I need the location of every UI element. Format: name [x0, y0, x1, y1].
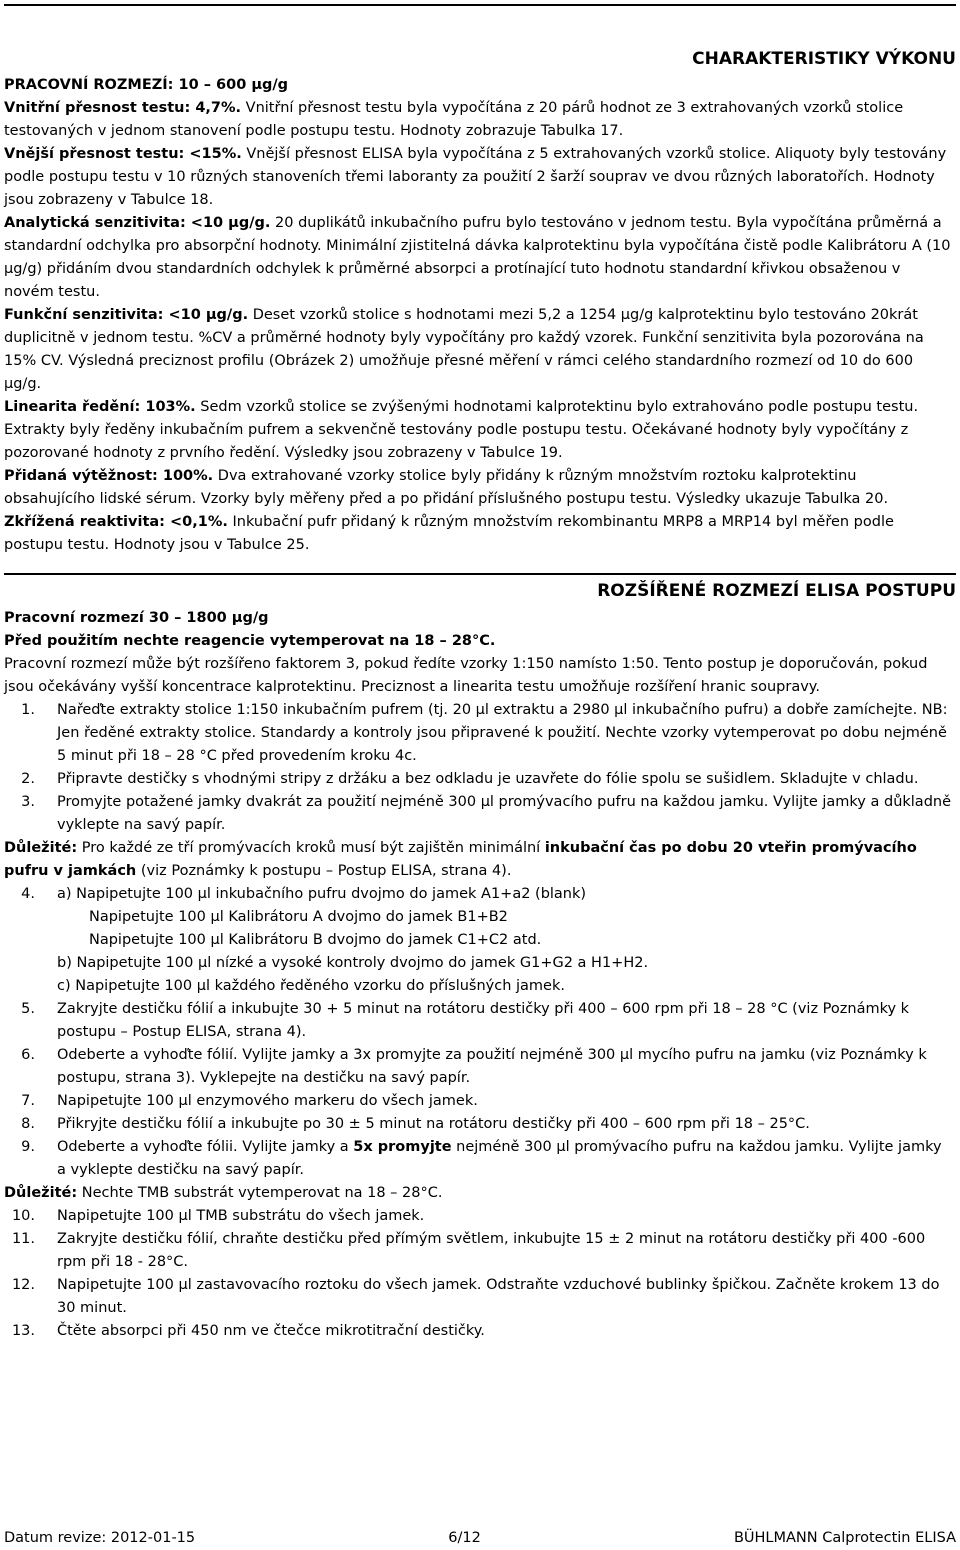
- procedure-steps-1-3: [4, 699, 952, 837]
- step-number: 4.: [21, 886, 35, 902]
- performance-section: [4, 74, 952, 557]
- step-text: Promyjte potažené jamky dvakrát za použití nejméně 300 µl promývacího pufru na každou jamku. Vylijte jamky a důkladně vyklepte na savý papír.: [57, 794, 952, 833]
- step4-line-c: c) Napipetujte 100 µl každého ředěného vzorku do příslušných jamek.: [57, 978, 565, 994]
- step-number: 3.: [21, 794, 35, 810]
- procedure-step: [4, 1274, 952, 1320]
- procedure-step-9: [4, 1136, 952, 1182]
- step-text: Připravte destičky s vhodnými stripy z držáku a bez odkladu je uzavřete do fólie spolu se sušidlem. Skladujte v chladu.: [57, 771, 919, 787]
- working-range: PRACOVNÍ ROZMEZÍ: 10 – 600 µg/g: [4, 77, 289, 93]
- step4-line-calibrator-b: Napipetujte 100 µl Kalibrátoru B dvojmo do jamek C1+C2 atd.: [89, 932, 542, 948]
- step-text: Napipetujte 100 µl TMB substrátu do všech jamek.: [57, 1208, 425, 1224]
- procedure-step: [4, 768, 952, 791]
- step-text: Přikryjte destičku fólií a inkubujte po 30 ± 5 minut na rotátoru destičky při 400 – 600 rpm při 18 – 25°C.: [57, 1116, 810, 1132]
- revision-date: Datum revize: 2012-01-15: [4, 1530, 196, 1546]
- procedure-step: [4, 1113, 952, 1136]
- step-text: Napipetujte 100 µl enzymového markeru do všech jamek.: [57, 1093, 478, 1109]
- step-text: [57, 883, 952, 998]
- page-footer: [4, 1527, 956, 1550]
- step-number: 6.: [21, 1047, 35, 1063]
- step4-line-calibrator-a: Napipetujte 100 µl Kalibrátoru A dvojmo do jamek B1+B2: [89, 909, 508, 925]
- step-number: 8.: [21, 1116, 35, 1132]
- section-title-performance: CHARAKTERISTIKY VÝKONU: [692, 49, 956, 69]
- functional-sensitivity-paragraph: Funkční senzitivita: <10 µg/g. Deset vzorků stolice s hodnotami mezi 5,2 a 1254 µg/g kalprotektinu bylo testováno 20krát duplicitně v jednom testu. %CV a průměrné hodnoty byly vypočítány pro každý vzorek. Funkční senzitivita byla pozorována na 15% CV. Výsledná preciznost profilu (Obrázek 2) umožňuje přesné měření v rámci celého standardního rozmezí od 10 do 600 µg/g.: [4, 307, 924, 392]
- step-text: Nařeďte extrakty stolice 1:150 inkubačním pufrem (tj. 20 µl extraktu a 2980 µl inkubačního pufru) a dobře zamíchejte. NB: Jen ředěné extrakty stolice. Standardy a kontroly jsou připravené k použití. Nechte vzorky vytemperovat po dobu nejméně 5 minut při 18 – 28 °C před provedením kroku 4c.: [57, 702, 948, 764]
- step-number: 11.: [11, 1231, 35, 1247]
- step-number: 5.: [21, 1001, 35, 1017]
- important-note-tmb: Důležité: Nechte TMB substrát vytemperovat na 18 – 28°C.: [4, 1185, 443, 1201]
- inter-assay-paragraph: Vnější přesnost testu: <15%. Vnější přesnost ELISA byla vypočítána z 5 extrahovaných vzorků stolice. Aliquoty byly testovány podle postupu testu v 10 různých stanoveních třemi laboranty za použití 2 šarží souprav ve dvou různých laboratořích. Hodnoty jsou zobrazeny v Tabulce 18.: [4, 146, 947, 208]
- spiking-recovery-paragraph: Přidaná výtěžnost: 100%. Dva extrahované vzorky stolice byly přidány k různým množstvím roztoku kalprotektinu obsahujícího lidské sérum. Vzorky byly měřeny před a po přidání příslušného postupu testu. Výsledky ukazuje Tabulka 20.: [4, 468, 889, 507]
- procedure-step-4: [4, 883, 952, 998]
- temperature-note: Před použitím nechte reagencie vytemperovat na 18 – 28°C.: [4, 633, 496, 649]
- procedure-steps-5-8: [4, 998, 952, 1136]
- step-text: Zakryjte destičku fólií, chraňte destičku před přímým světlem, inkubujte 15 ± 2 minut na rotátoru destičky při 400 -600 rpm při 18 - 28°C.: [57, 1231, 926, 1270]
- step-number: 12.: [11, 1277, 35, 1293]
- step-number: 10.: [11, 1208, 35, 1224]
- procedure-step: [4, 1090, 952, 1113]
- step-number: 1.: [21, 702, 35, 718]
- section-title-extended-range: ROZŠÍŘENÉ ROZMEZÍ ELISA POSTUPU: [597, 581, 956, 601]
- cross-reactivity-paragraph: Zkřížená reaktivita: <0,1%. Inkubační pufr přidaný k různým množstvím rekombinantu MRP8 a MRP14 byl měřen podle postupu testu. Hodnoty jsou v Tabulce 25.: [4, 514, 894, 553]
- extended-range-section: [4, 607, 952, 1343]
- step-text: Odeberte a vyhoďte fólií. Vylijte jamky a 3x promyjte za použití nejméně 300 µl mycího pufru na jamku (viz Poznámky k postupu, strana 3). Vyklepejte na destičku na savý papír.: [57, 1047, 927, 1086]
- extended-intro: Pracovní rozmezí může být rozšířeno faktorem 3, pokud ředíte vzorky 1:150 namísto 1:50. Tento postup je doporučován, pokud jsou očekávány vyšší koncentrace kalprotektinu. Preciznost a linearita testu umožňuje rozšíření hranic soupravy.: [4, 656, 928, 695]
- important-note-washing: Důležité: Pro každé ze tří promývacích kroků musí být zajištěn minimální inkubační čas po dobu 20 vteřin promývacího pufru v jamkách (viz Poznámky k postupu – Postup ELISA, strana 4).: [4, 840, 917, 879]
- step-number: 2.: [21, 771, 35, 787]
- step-text: Napipetujte 100 µl zastavovacího roztoku do všech jamek. Odstraňte vzduchové bublinky špičkou. Začněte krokem 13 do 30 minut.: [57, 1277, 940, 1316]
- procedure-step: [4, 699, 952, 768]
- dilution-linearity-paragraph: Linearita ředění: 103%. Sedm vzorků stolice se zvýšenými hodnotami kalprotektinu bylo extrahováno podle postupu testu. Extrakty byly ředěny inkubačním pufrem a sekvenčně testovány podle postupu testu. Očekávané hodnoty byly vypočítány z pozorované hodnoty z prvního ředění. Výsledky jsou zobrazeny v Tabulce 19.: [4, 399, 919, 461]
- analytical-sensitivity-paragraph: Analytická senzitivita: <10 µg/g. 20 duplikátů inkubačního pufru bylo testováno v jednom testu. Byla vypočítána průměrná a standardní odchylka pro absorpční hodnoty. Minimální zjistitelná dávka kalprotektinu byla vypočítána čistě podle Kalibrátoru A (10 µg/g) přidáním dvou standardních odchylek k průměrné absorpci a protínající tuto hodnotu standardní křivkou obsaženou v novém testu.: [4, 215, 951, 300]
- step4-line-b: b) Napipetujte 100 µl nízké a vysoké kontroly dvojmo do jamek G1+G2 a H1+H2.: [57, 955, 649, 971]
- step-text: Odeberte a vyhoďte fólii. Vylijte jamky a 5x promyjte nejméně 300 µl promývacího pufru na každou jamku. Vylijte jamky a vyklepte destičku na savý papír.: [57, 1139, 942, 1178]
- extended-working-range: Pracovní rozmezí 30 – 1800 µg/g: [4, 610, 269, 626]
- section-divider: [4, 573, 956, 575]
- procedure-step: [4, 1228, 952, 1274]
- procedure-steps-10-13: [4, 1205, 952, 1343]
- step-text: Zakryjte destičku fólií a inkubujte 30 + 5 minut na rotátoru destičky při 400 – 600 rpm při 18 – 28 °C (viz Poznámky k postupu – Postup ELISA, strana 4).: [57, 1001, 910, 1040]
- top-rule: [4, 4, 956, 6]
- step4-line-a: a) Napipetujte 100 µl inkubačního pufru dvojmo do jamek A1+a2 (blank): [57, 886, 587, 902]
- procedure-step: [4, 791, 952, 837]
- procedure-step: [4, 1205, 952, 1228]
- intra-assay-paragraph: Vnitřní přesnost testu: 4,7%. Vnitřní přesnost testu byla vypočítána z 20 párů hodnot ze 3 extrahovaných vzorků stolice testovaných v jednom stanovení podle postupu testu. Hodnoty zobrazuje Tabulka 17.: [4, 100, 904, 139]
- procedure-step: [4, 1320, 952, 1343]
- product-name: BÜHLMANN Calprotectin ELISA: [733, 1530, 956, 1546]
- page-number: 6/12: [448, 1530, 481, 1546]
- step-text: Čtěte absorpci při 450 nm ve čtečce mikrotitrační destičky.: [57, 1323, 485, 1339]
- step-number: 9.: [21, 1139, 35, 1155]
- step-number: 7.: [21, 1093, 35, 1109]
- procedure-step: [4, 998, 952, 1044]
- step-number: 13.: [11, 1323, 35, 1339]
- procedure-step: [4, 1044, 952, 1090]
